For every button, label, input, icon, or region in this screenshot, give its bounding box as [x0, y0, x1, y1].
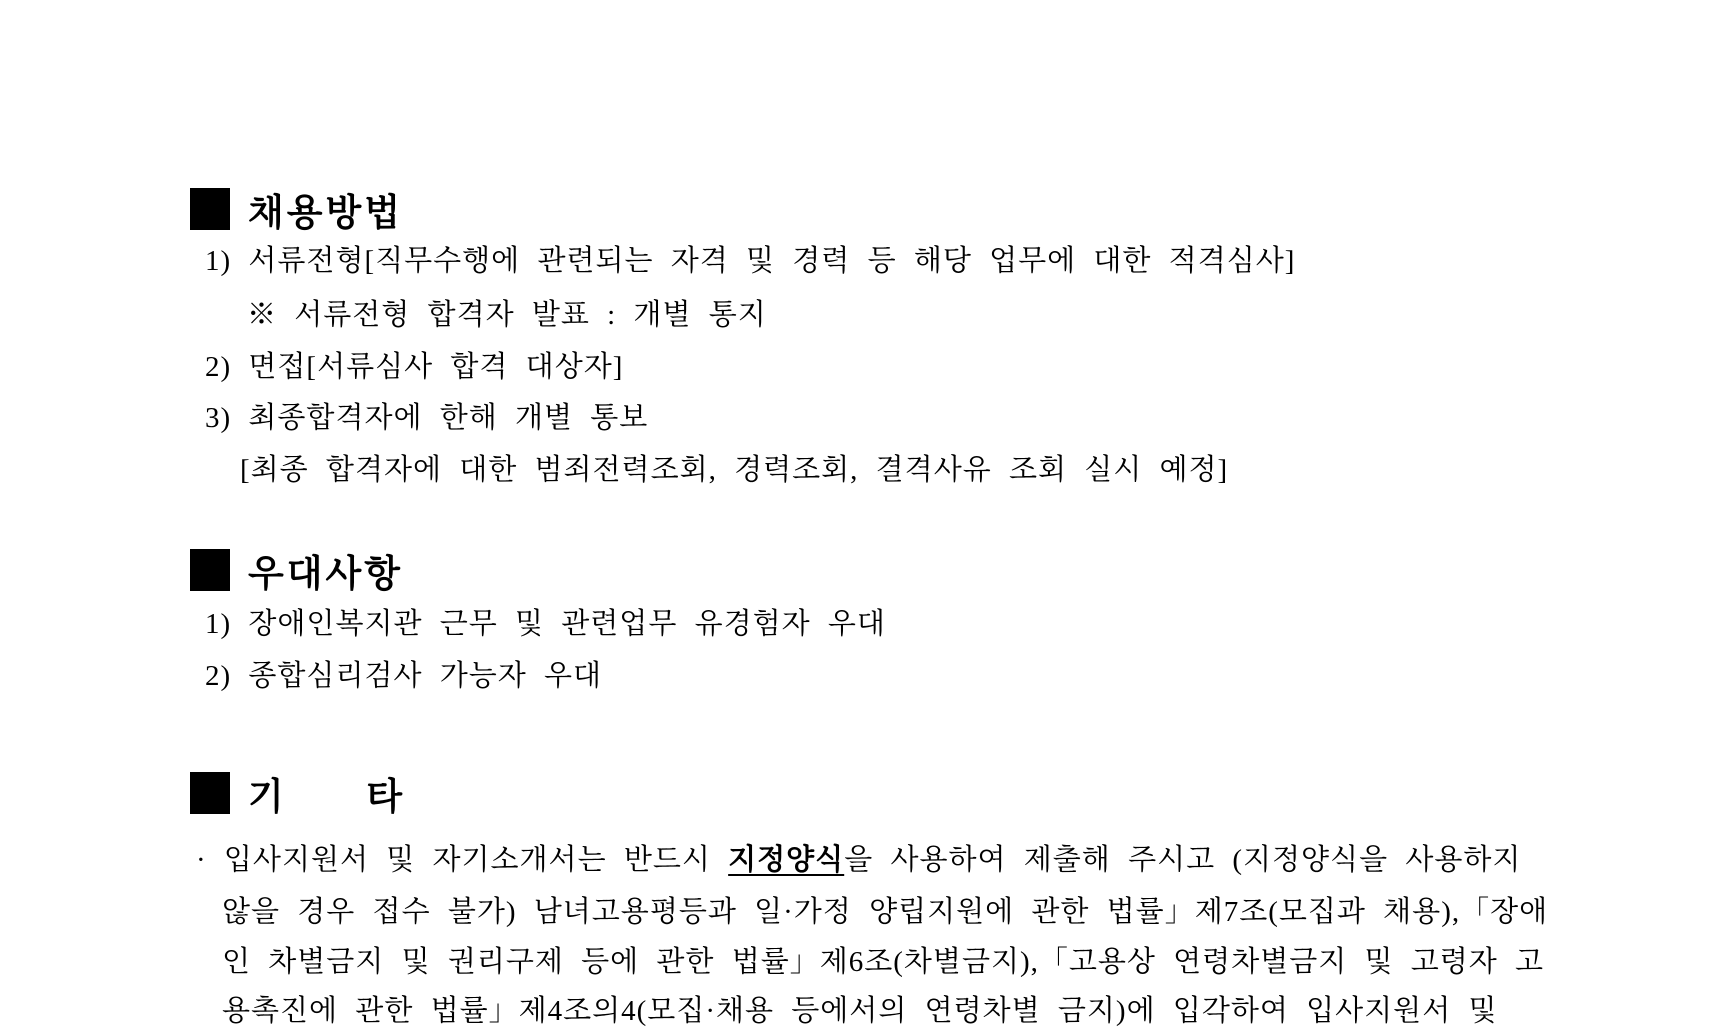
black-square-bullet-icon: [190, 188, 230, 230]
section-heading-label: 기 타: [248, 776, 406, 817]
bullet-paragraph-line-3: 인 차별금지 및 권리구제 등에 관한 법률」제6조(차별금지),「고용상 연령차별금지 및 고령자 고: [222, 946, 1545, 978]
section-heading-recruitment-method: [190, 182, 403, 236]
list-item: 2) 면접[서류심사 합격 대상자]: [205, 351, 624, 383]
list-item: 2) 종합심리검사 가능자 우대: [205, 660, 603, 692]
list-item: 1) 서류전형[직무수행에 관련되는 자격 및 경력 등 해당 업무에 대한 적격심사]: [205, 245, 1296, 277]
note-line: ※ 서류전형 합격자 발표 : 개별 통지: [247, 299, 767, 331]
black-square-bullet-icon: [190, 772, 230, 814]
section-heading-preferences: [190, 543, 403, 597]
paragraph-text: 을 사용하여 제출해 주시고 (지정양식을 사용하지: [844, 844, 1522, 876]
bullet-paragraph-line-2: 않을 경우 접수 불가) 남녀고용평등과 일·가정 양립지원에 관한 법률」제7조(모집과 채용),「장애: [222, 896, 1549, 928]
section-heading-label: 채용방법: [248, 192, 403, 233]
bullet-marker: ·: [196, 844, 207, 876]
bracket-note-line: [최종 합격자에 대한 범죄전력조회, 경력조회, 결격사유 조회 실시 예정]: [240, 454, 1229, 486]
section-heading-etc: [190, 766, 405, 820]
paragraph-text: 입사지원서 및 자기소개서는 반드시: [223, 844, 729, 876]
bullet-paragraph-line-4-clipped: 용촉진에 관한 법률」제4조의4(모집·채용 등에서의 연령차별 금지)에 입각하여 입사지원서 및: [222, 995, 1498, 1027]
section-heading-label: 우대사항: [248, 553, 403, 594]
bullet-paragraph-line-1: [196, 837, 1521, 878]
emphasized-designated-form: 지정양식: [728, 844, 845, 876]
black-square-bullet-icon: [190, 549, 230, 591]
list-item: 3) 최종합격자에 한해 개별 통보: [205, 402, 649, 434]
list-item: 1) 장애인복지관 근무 및 관련업무 유경험자 우대: [205, 608, 886, 640]
